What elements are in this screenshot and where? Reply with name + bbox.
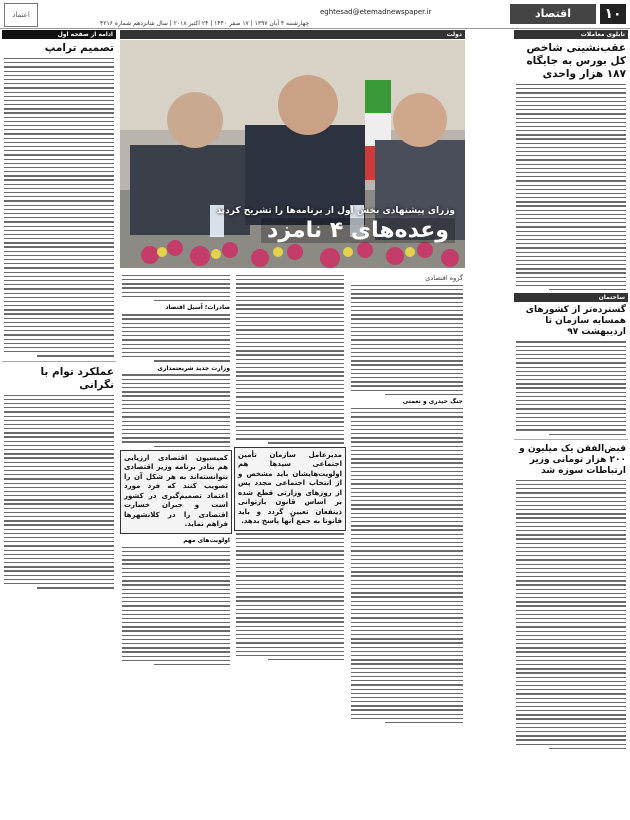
left-article-1-body (4, 58, 114, 357)
lead-kicker: وزرای پیشنهادی بخش اول از برنامه‌ها را تشریح کردند (216, 206, 455, 216)
section-email: eghtesad@etemadnewspaper.ir (320, 8, 432, 16)
center-section-bar: دولت (120, 30, 465, 39)
lead-title: وعده‌های ۴ نامزد (261, 218, 455, 243)
left-headline-1: تصمیم ترامپ (44, 42, 114, 54)
subhead-2: صادرات؛ آسیل اقتصاد (165, 304, 230, 312)
left-headline-2: عملکرد توام با نگرانی (40, 365, 114, 391)
pull-quote-1-text: مدیرعامل سازمان تأمین اجتماعی سیدها هم اولویت‌هایشان باید مشخص و از انتخاب اجتماعی مجدد پس از روزهای وزارتی قطع شده بر اساس قانون بازتوانی ذینفعان تعیین گردد و باید قانونا به جمع آنها پاسخ بدهد. (238, 450, 342, 526)
subhead-3: وزارت جدید شریعتمداری (157, 364, 230, 372)
left-column (2, 30, 116, 818)
right-headline-1: عقب‌نشینی شاخص کل بورس به جایگاه ۱۸۷ هزار واحدی (526, 42, 626, 80)
right-article-2-body (516, 341, 626, 434)
left-article-2-body (4, 395, 114, 589)
pull-quote-2-text: کمیسیون اقتصادی ارزیابی هم بنادر برنامه وزیر اقتصادی نتوانسته‌اند به هر شکل آن را تصویب کنند که فرد مورد اعتماد تصمیم‌گیری در کشور است و جبران خسارت اقتصادی را در کلانشهرها فراهم نماید. (124, 453, 228, 529)
newspaper-logo: اعتماد (4, 3, 38, 27)
right-headline-3: قبض‌الفقن یک میلیون و ۲۰۰ هزار تومانی وزیر ارتباطات سوزه شد (519, 443, 626, 476)
right-headline-2: گسترده‌تر از کشورهای همسایه سازمان تا اردیبهشت ۹۷ (525, 305, 626, 338)
dateline: چهارشنبه ۴ آبان ۱۳۹۷ | ۱۷ صفر ۱۴۴۰ | ۲۴ اکتبر ۲۰۱۸ | سال شانزدهم شماره ۴۲۱۶ (100, 20, 310, 27)
right-section-bar: تابلوی معاملات (514, 30, 628, 39)
page-number: ۱۰ (600, 4, 626, 24)
pull-quote-2 (120, 450, 232, 534)
right-article-1-body (516, 84, 626, 290)
center-body-col-mid (234, 272, 346, 818)
right-section-bar-2: ساختمان (514, 293, 628, 302)
right-column (514, 30, 628, 818)
masthead (0, 0, 630, 29)
center-column-top (120, 30, 465, 40)
center-body-col-right (349, 272, 465, 818)
byline: گروه اقتصادی (425, 274, 463, 282)
section-label: اقتصاد (510, 4, 596, 24)
lead-headline-block (120, 200, 465, 268)
pull-quote-1 (234, 447, 346, 531)
left-section-bar: ادامه از صفحه اول (2, 30, 116, 39)
center-body-col-left (120, 272, 232, 818)
subhead-4: اولویت‌های مهم (183, 536, 230, 544)
right-article-3-body (516, 480, 626, 749)
subhead-1: جنگ حیدری و نعمتی (402, 398, 463, 406)
